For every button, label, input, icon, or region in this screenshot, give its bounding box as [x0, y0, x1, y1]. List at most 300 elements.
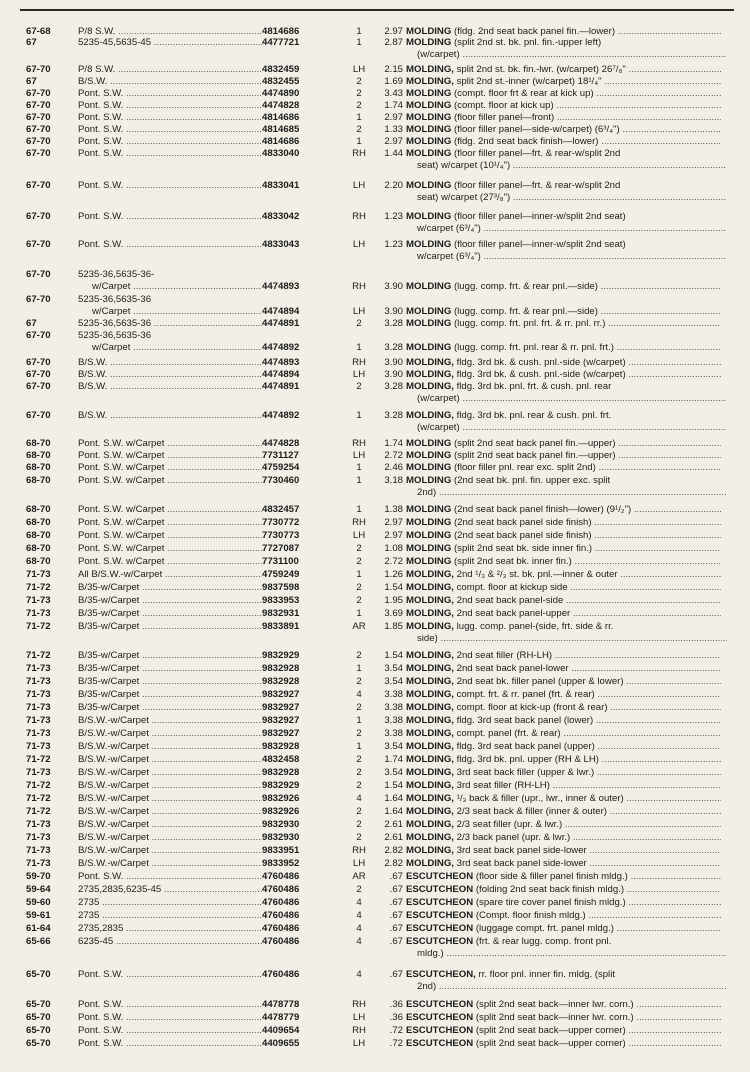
model-application: B/S.W.-w/Carpet .....: [78, 741, 262, 752]
part-detail: 2nd ¹/₃ & ²/₃ st. bk. pnl.—inner & outer: [453, 569, 618, 580]
model-years: 71-73: [26, 715, 51, 726]
quantity: RH: [352, 438, 366, 449]
list-price: 1.54: [384, 582, 403, 593]
model-years: 71-72: [26, 806, 51, 817]
part-description: [406, 754, 721, 765]
part-description-continued: 2nd) .....: [417, 487, 727, 498]
part-description: [406, 180, 721, 191]
catalog-row: [0, 650, 750, 661]
quantity: LH: [352, 450, 366, 461]
quantity: 2: [356, 728, 362, 739]
model-application: Pont. S.W. .....: [78, 871, 262, 882]
part-name: MOLDING,: [406, 715, 454, 726]
quantity: 2: [356, 702, 362, 713]
part-number: 9832927: [262, 728, 300, 739]
model-years: 59-61: [26, 910, 51, 921]
model-years: 65-70: [26, 969, 51, 980]
quantity: 2: [356, 832, 362, 843]
part-name: MOLDING: [406, 438, 452, 449]
model-years: 68-70: [26, 504, 51, 515]
list-price: 1.74: [384, 438, 403, 449]
model-application: Pont. S.W. w/Carpet .....: [78, 438, 262, 449]
model-years: 71-73: [26, 819, 51, 830]
part-detail: 3rd seat back panel side-lower: [453, 845, 587, 856]
part-description: [406, 595, 721, 606]
catalog-row: [0, 582, 750, 593]
quantity: 2: [356, 780, 362, 791]
catalog-row: [0, 689, 750, 700]
model-application: Pont. S.W. .....: [78, 136, 262, 147]
part-description: [406, 281, 721, 292]
model-years: 67-70: [26, 124, 51, 135]
part-description: [406, 462, 721, 473]
model-years: 68-70: [26, 556, 51, 567]
catalog-row: [0, 676, 750, 687]
catalog-row: [0, 793, 750, 804]
model-application: Pont. S.W. w/Carpet .....: [78, 450, 262, 461]
part-number: 7731127: [262, 450, 299, 461]
quantity: 2: [356, 806, 362, 817]
part-number: 4760486: [262, 871, 300, 882]
quantity: 1: [356, 462, 362, 473]
quantity: 2: [356, 767, 362, 778]
part-number: 4409654: [262, 1025, 300, 1036]
model-application: P/8 S.W. .....: [78, 26, 262, 37]
model-application: B/35-w/Carpet .....: [78, 702, 262, 713]
list-price: 3.90: [384, 281, 403, 292]
part-number: 7727087: [262, 543, 300, 554]
part-detail: (lugg. comp. frt. & rear pnl.—side): [451, 281, 598, 292]
part-name: MOLDING,: [406, 369, 454, 380]
part-detail: (split 2nd seat back—upper corner): [473, 1025, 626, 1036]
part-number: 4760486: [262, 969, 300, 980]
catalog-row: [0, 569, 750, 580]
model-application: B/35-w/Carpet .....: [78, 689, 262, 700]
part-number: 9837598: [262, 582, 300, 593]
part-name: ESCUTCHEON: [406, 871, 474, 882]
part-description-continued: (w/carpet) .....: [417, 49, 727, 60]
part-number: 4478778: [262, 999, 300, 1010]
quantity: 1: [356, 37, 362, 48]
part-number: 4814685: [262, 124, 300, 135]
part-number: 4760486: [262, 884, 300, 895]
part-detail: fldg. 3rd bk. pnl. frt. & cush. pnl. rear: [453, 381, 612, 392]
part-name: MOLDING,: [406, 702, 454, 713]
model-application: B/S.W.-w/Carpet .....: [78, 858, 262, 869]
part-number: 9832929: [262, 650, 300, 661]
list-price: 3.38: [384, 702, 403, 713]
quantity: 1: [356, 663, 362, 674]
quantity: AR: [352, 621, 366, 632]
part-description: [406, 621, 721, 632]
quantity: 1: [356, 410, 362, 421]
quantity: 2: [356, 676, 362, 687]
part-description: [406, 410, 721, 421]
part-number: 4833042: [262, 211, 300, 222]
part-name: MOLDING: [406, 530, 452, 541]
model-application: Pont. S.W. .....: [78, 1012, 262, 1023]
part-detail: 2nd seat back panel-side: [453, 595, 564, 606]
catalog-row: [0, 728, 750, 739]
list-price: .36: [389, 1012, 403, 1023]
part-name: ESCUTCHEON: [406, 1012, 474, 1023]
quantity: 2: [356, 124, 362, 135]
model-application: B/S.W. .....: [78, 410, 262, 421]
catalog-row: [0, 180, 750, 191]
part-description: [406, 26, 721, 37]
part-description: [406, 793, 721, 804]
quantity: 4: [356, 793, 362, 804]
part-number: 4833043: [262, 239, 300, 250]
quantity: LH: [352, 306, 366, 317]
model-years: 71-73: [26, 728, 51, 739]
part-description: [406, 357, 721, 368]
part-detail: lugg. comp. panel-(side, frt. side & rr.: [453, 621, 614, 632]
model-application: B/S.W.-w/Carpet .....: [78, 819, 262, 830]
part-number: 9832927: [262, 715, 300, 726]
catalog-row: [0, 410, 750, 421]
model-application: Pont. S.W. w/Carpet .....: [78, 556, 262, 567]
part-number: 9832928: [262, 676, 300, 687]
model-application: B/S.W.-w/Carpet .....: [78, 806, 262, 817]
list-price: .67: [389, 969, 403, 980]
model-years: 71-72: [26, 650, 51, 661]
quantity: 2: [356, 582, 362, 593]
list-price: 3.54: [384, 741, 403, 752]
part-description: [406, 306, 721, 317]
list-price: 2.82: [384, 845, 403, 856]
list-price: 2.61: [384, 819, 403, 830]
list-price: 3.90: [384, 306, 403, 317]
part-detail: compt. frt. & rr. panel (frt. & rear): [453, 689, 595, 700]
part-name: MOLDING,: [406, 754, 454, 765]
part-description: [406, 910, 721, 921]
model-years: 67: [26, 37, 37, 48]
part-description: [406, 136, 721, 147]
catalog-row: [0, 369, 750, 380]
part-number: 4474828: [262, 100, 300, 111]
part-name: ESCUTCHEON: [406, 1025, 474, 1036]
model-application: 2735 .....: [78, 910, 262, 921]
part-detail: (floor side & filler panel finish mldg.): [473, 871, 628, 882]
model-years: 67-70: [26, 410, 51, 421]
model-years: 71-72: [26, 582, 51, 593]
quantity: 2: [356, 754, 362, 765]
part-number: 4474894: [262, 369, 300, 380]
part-number: 4814686: [262, 136, 300, 147]
part-detail: (compt. floor at kick up): [451, 100, 554, 111]
catalog-row: [0, 517, 750, 528]
part-description: [406, 608, 721, 619]
model-application-continued: w/Carpet .....: [92, 342, 262, 353]
part-detail: (2nd seat bk. pnl. fin. upper exc. split: [451, 475, 611, 486]
list-price: 3.28: [384, 342, 403, 353]
part-description: [406, 741, 721, 752]
catalog-row: [0, 475, 750, 486]
part-description: [406, 663, 721, 674]
part-description: [406, 112, 721, 123]
model-years: 68-70: [26, 530, 51, 541]
model-years: 65-70: [26, 1038, 51, 1049]
part-name: MOLDING,: [406, 76, 454, 87]
part-detail: (split 2nd seat back panel fin.—upper): [451, 438, 616, 449]
list-price: 2.82: [384, 858, 403, 869]
list-price: 1.64: [384, 793, 403, 804]
model-application: Pont. S.W. .....: [78, 999, 262, 1010]
list-price: .67: [389, 936, 403, 947]
part-description: [406, 715, 721, 726]
part-detail: (floor filler panel—frt. & rear-w/split 2nd: [451, 180, 621, 191]
part-number: 7730773: [262, 530, 300, 541]
model-years: 59-64: [26, 884, 51, 895]
part-description: [406, 438, 721, 449]
part-name: MOLDING,: [406, 832, 454, 843]
part-description: [406, 923, 721, 934]
model-years: 67-70: [26, 330, 51, 341]
catalog-row: [0, 124, 750, 135]
list-price: 2.72: [384, 556, 403, 567]
model-years: 67-70: [26, 180, 51, 191]
quantity: 1: [356, 608, 362, 619]
part-number: 4474890: [262, 88, 300, 99]
part-number: 9832929: [262, 780, 300, 791]
model-years: 67-70: [26, 239, 51, 250]
list-price: 3.28: [384, 381, 403, 392]
part-number: 4409655: [262, 1038, 300, 1049]
part-number: 9832926: [262, 806, 300, 817]
model-years: 61-64: [26, 923, 51, 934]
part-name: MOLDING: [406, 543, 452, 554]
part-name: ESCUTCHEON: [406, 936, 474, 947]
model-application: Pont. S.W. .....: [78, 211, 262, 222]
catalog-row: [0, 530, 750, 541]
model-years: 67: [26, 76, 37, 87]
part-name: MOLDING,: [406, 582, 454, 593]
part-detail: (split 2nd seat back panel fin.—upper): [451, 450, 616, 461]
part-number: 4474893: [262, 357, 300, 368]
catalog-row: [0, 76, 750, 87]
part-number: 4474828: [262, 438, 300, 449]
part-description: [406, 676, 721, 687]
quantity: LH: [352, 64, 366, 75]
catalog-row: [0, 754, 750, 765]
model-years: 71-73: [26, 663, 51, 674]
part-description: [406, 582, 721, 593]
part-description: [406, 1038, 721, 1049]
catalog-row: [0, 969, 750, 980]
part-description: [406, 148, 721, 159]
quantity: LH: [352, 530, 366, 541]
part-description: [406, 689, 721, 700]
quantity: LH: [352, 1012, 366, 1023]
catalog-row: [0, 806, 750, 817]
model-years: 71-72: [26, 793, 51, 804]
list-price: 1.74: [384, 754, 403, 765]
part-name: MOLDING,: [406, 650, 454, 661]
part-description-continued: mldg.) .....: [417, 948, 727, 959]
quantity: RH: [352, 1025, 366, 1036]
list-price: 1.44: [384, 148, 403, 159]
part-detail: 3rd seat back panel side-lower: [453, 858, 587, 869]
part-name: MOLDING,: [406, 780, 454, 791]
part-number: 4832459: [262, 64, 300, 75]
part-name: MOLDING,: [406, 858, 454, 869]
quantity: RH: [352, 357, 366, 368]
part-detail: split 2nd st.-inner (w/carpet) 18¹/₄": [453, 76, 602, 87]
part-detail: (lugg. comp. frt. pnl. frt. & rr. pnl. rr.): [451, 318, 606, 329]
catalog-row: [0, 621, 750, 632]
model-application: B/S.W.-w/Carpet .....: [78, 780, 262, 791]
quantity: 2: [356, 76, 362, 87]
model-application: B/S.W. .....: [78, 369, 262, 380]
model-years: 68-70: [26, 517, 51, 528]
part-name: MOLDING,: [406, 767, 454, 778]
part-number: 4477721: [262, 37, 300, 48]
part-description: [406, 211, 721, 222]
list-price: 2.97: [384, 112, 403, 123]
part-number: 9832930: [262, 819, 300, 830]
part-detail: (lugg. comp. frt. & rear pnl.—side): [451, 306, 598, 317]
list-price: 3.54: [384, 767, 403, 778]
model-application: Pont. S.W. w/Carpet .....: [78, 543, 262, 554]
model-years: 65-70: [26, 1012, 51, 1023]
part-description: [406, 76, 721, 87]
part-number: 4814686: [262, 26, 300, 37]
part-description: [406, 239, 721, 250]
part-detail: (2nd seat back panel finish—lower) (9¹/₂"): [451, 504, 632, 515]
model-application: B/35-w/Carpet .....: [78, 608, 262, 619]
model-application: Pont. S.W. w/Carpet .....: [78, 517, 262, 528]
part-detail: ¹/₃ back & filler (upr., lwr., inner & outer): [453, 793, 624, 804]
model-application: 5235-36,5635-36-: [78, 269, 155, 280]
model-years: 67-70: [26, 211, 51, 222]
part-description: [406, 475, 721, 486]
part-name: ESCUTCHEON: [406, 910, 474, 921]
quantity: 4: [356, 923, 362, 934]
model-years: 71-72: [26, 621, 51, 632]
part-detail: (split 2nd seat back—upper corner): [473, 1038, 626, 1049]
quantity: 2: [356, 819, 362, 830]
model-years: 71-72: [26, 754, 51, 765]
part-description-continued: seat) w/carpet (27³/₈") .....: [417, 192, 727, 203]
part-description-continued: 2nd) .....: [417, 981, 727, 992]
part-description: [406, 969, 721, 980]
part-name: MOLDING,: [406, 728, 454, 739]
catalog-row: [0, 832, 750, 843]
part-name: MOLDING,: [406, 819, 454, 830]
part-detail: 2/3 seat filler (upr. & lwr.): [453, 819, 563, 830]
catalog-row: [0, 88, 750, 99]
catalog-row: [0, 845, 750, 856]
quantity: 2: [356, 100, 362, 111]
model-application: Pont. S.W. .....: [78, 148, 262, 159]
list-price: 1.64: [384, 806, 403, 817]
model-application: Pont. S.W. .....: [78, 1025, 262, 1036]
catalog-row: [0, 239, 750, 250]
model-years: 71-73: [26, 608, 51, 619]
model-application: B/S.W. .....: [78, 381, 262, 392]
quantity: 4: [356, 969, 362, 980]
catalog-row: [0, 136, 750, 147]
part-description-continued: w/carpet (6³/₄") .....: [417, 251, 727, 262]
part-number: 4474894: [262, 306, 300, 317]
part-name: MOLDING: [406, 88, 452, 99]
part-detail: (fldg. 2nd seat back finish—lower): [451, 136, 599, 147]
part-description: [406, 806, 721, 817]
model-years: 71-73: [26, 676, 51, 687]
catalog-row: [0, 100, 750, 111]
catalog-row: [0, 715, 750, 726]
part-description: [406, 369, 721, 380]
list-price: 2.97: [384, 517, 403, 528]
list-price: 2.97: [384, 530, 403, 541]
catalog-row: [0, 1038, 750, 1049]
part-name: MOLDING: [406, 281, 452, 292]
part-description: [406, 780, 721, 791]
part-name: MOLDING: [406, 517, 452, 528]
model-application: Pont. S.W. .....: [78, 124, 262, 135]
part-detail: (floor filler pnl. rear exc. split 2nd): [451, 462, 596, 473]
part-number: 4832455: [262, 76, 300, 87]
catalog-row: [0, 819, 750, 830]
model-application: B/S.W.-w/Carpet .....: [78, 728, 262, 739]
list-price: 3.90: [384, 369, 403, 380]
model-application: 5235-45,5635-45 .....: [78, 37, 262, 48]
model-years: 71-73: [26, 741, 51, 752]
part-detail: (floor filler panel—frt. & rear-w/split 2nd: [451, 148, 621, 159]
quantity: 1: [356, 475, 362, 486]
model-years: 59-70: [26, 871, 51, 882]
part-number: 9832931: [262, 608, 300, 619]
part-description: [406, 728, 721, 739]
part-name: ESCUTCHEON: [406, 999, 474, 1010]
model-years: 67-70: [26, 294, 51, 305]
model-application: 5235-36,5635-36: [78, 294, 152, 305]
part-description: [406, 650, 721, 661]
quantity: 2: [356, 88, 362, 99]
part-name: MOLDING,: [406, 689, 454, 700]
quantity: 1: [356, 26, 362, 37]
part-name: MOLDING,: [406, 621, 454, 632]
model-years: 67-70: [26, 64, 51, 75]
quantity: 4: [356, 910, 362, 921]
list-price: 3.18: [384, 475, 403, 486]
part-name: MOLDING: [406, 462, 452, 473]
part-name: MOLDING,: [406, 410, 454, 421]
part-detail: (floor filler panel—side-w/carpet) (6³/₄"): [451, 124, 620, 135]
quantity: 1: [356, 741, 362, 752]
quantity: 1: [356, 342, 362, 353]
catalog-row: [0, 780, 750, 791]
list-price: 1.95: [384, 595, 403, 606]
catalog-row: [0, 884, 750, 895]
model-application: Pont. S.W. .....: [78, 112, 262, 123]
part-description: [406, 517, 721, 528]
list-price: 1.69: [384, 76, 403, 87]
model-application: B/S.W.-w/Carpet .....: [78, 832, 262, 843]
part-detail: (spare tire cover panel finish mldg.): [473, 897, 626, 908]
part-name: MOLDING: [406, 211, 452, 222]
catalog-row: [0, 897, 750, 908]
model-years: 65-66: [26, 936, 51, 947]
catalog-row: [0, 767, 750, 778]
model-application: Pont. S.W. .....: [78, 180, 262, 191]
part-number: 9832930: [262, 832, 300, 843]
part-description: [406, 543, 721, 554]
list-price: .67: [389, 884, 403, 895]
list-price: 2.97: [384, 26, 403, 37]
catalog-row: [0, 543, 750, 554]
